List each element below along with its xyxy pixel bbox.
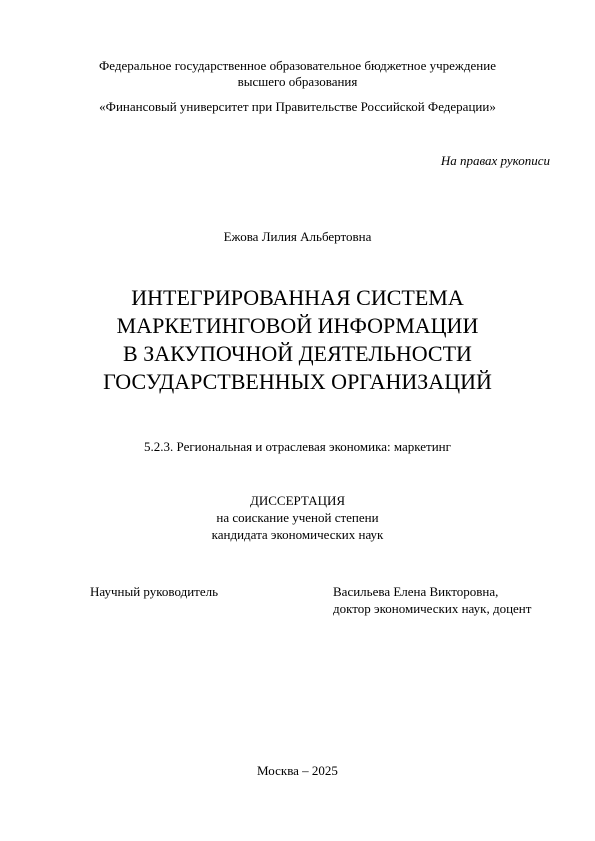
city-year: Москва – 2025 [257,763,338,778]
author-name: Ежова Лилия Альбертовна [223,229,372,244]
thesis-title-line-3: В ЗАКУПОЧНОЙ ДЕЯТЕЛЬНОСТИ [123,341,472,366]
thesis-title-line-4: ГОСУДАРСТВЕННЫХ ОРГАНИЗАЦИЙ [103,369,492,394]
supervisor-label: Научный руководитель [90,584,219,599]
specialty-code: 5.2.3. Региональная и отраслевая экономика: маркетинг [144,439,451,454]
degree-purpose-line-2: кандидата экономических наук [211,527,384,542]
degree-purpose-line-1: на соискание ученой степени [216,510,379,525]
institution-line-1: Федеральное государственное образовательное бюджетное учреждение [99,58,496,73]
thesis-title-line-1: ИНТЕГРИРОВАННАЯ СИСТЕМА [131,285,464,310]
thesis-title-line-2: МАРКЕТИНГОВОЙ ИНФОРМАЦИИ [116,313,479,338]
dissertation-label: ДИССЕРТАЦИЯ [249,493,346,508]
supervisor-name: Васильева Елена Викторовна, [333,584,499,599]
manuscript-rights-note: На правах рукописи [440,153,550,168]
institution-line-2: высшего образования [237,74,358,89]
supervisor-degree: доктор экономических наук, доцент [333,601,532,616]
institution-name: «Финансовый университет при Правительстве Российской Федерации» [99,99,496,114]
